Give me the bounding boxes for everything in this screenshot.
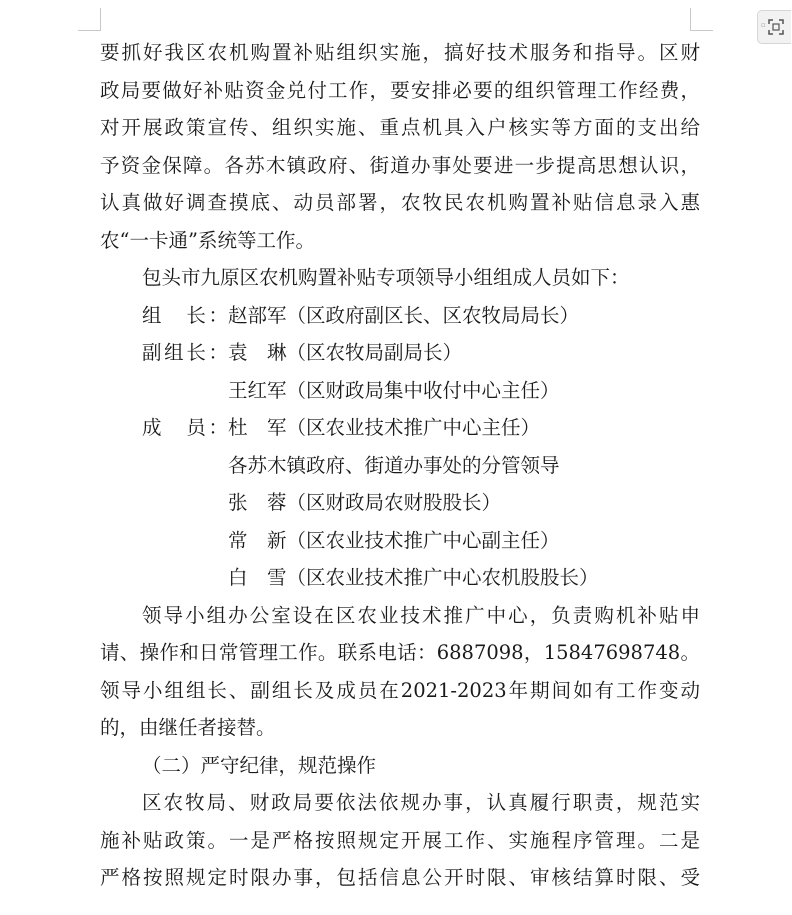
member-name: 袁 琳（区农牧局副局长）: [228, 341, 463, 364]
paragraph-line: 认真做好调查摸底、动员部署，农牧民农机购置补贴信息录入惠: [100, 191, 700, 214]
member-name: 常 新（区农业技术推广中心副主任）: [228, 528, 560, 552]
side-panel-mini-label: ▫: [761, 21, 766, 29]
paragraph-line: 要抓好我区农机购置补贴组织实施，搞好技术服务和指导。区财: [100, 41, 700, 64]
paragraph-line: 施补贴政策。一是严格按照规定开展工作、实施程序管理。二是: [100, 828, 700, 852]
paragraph-line: 请、操作和日常管理工作。联系电话：6887098，15847698748。: [100, 641, 700, 664]
member-name: 各苏木镇政府、街道办事处的分管领导: [228, 453, 560, 477]
paragraph-line: 对开展政策宣传、组织实施、重点机具入户核实等方面的支出给: [100, 116, 700, 139]
member-name: 杜 军（区农业技术推广中心主任）: [228, 416, 541, 439]
paragraph-line: 农“一卡通”系统等工作。: [100, 228, 315, 252]
deputy-row: [100, 334, 700, 372]
crop-mark-top-left: [78, 8, 101, 31]
leader-row: [100, 297, 700, 335]
member-name: 张 蓉（区财政局农财股股长）: [228, 491, 502, 514]
section-heading: （二）严守纪律，规范操作: [142, 753, 377, 777]
paragraph-line: 政局要做好补贴资金兑付工作，要安排必要的组织管理工作经费，: [100, 78, 700, 102]
paragraph-line: 区农牧局、财政局要依法依规办事，认真履行职责，规范实: [142, 791, 700, 814]
member-name: 王红军（区财政局集中收付中心主任）: [228, 378, 560, 402]
document-body: [100, 34, 700, 897]
role-label: 组 长：: [142, 303, 228, 327]
role-label: 副组长：: [142, 341, 228, 364]
group-intro: 包头市九原区农机购置补贴专项领导小组组成人员如下：: [142, 266, 630, 289]
paragraph-line: 的，由继任者接替。: [100, 716, 276, 739]
paragraph-line: 领导小组办公室设在区农业技术推广中心，负责购机补贴申: [142, 603, 700, 627]
paragraph-line: 严格按照规定时限办事，包括信息公开时限、审核结算时限、受: [100, 866, 700, 889]
member-name: 白 雪（区农业技术推广中心农机股股长）: [228, 566, 599, 589]
paragraph-line: 予资金保障。各苏木镇政府、街道办事处要进一步提高思想认识，: [100, 153, 700, 177]
members-row: [100, 409, 700, 447]
side-panel-toggle-button[interactable]: [757, 10, 791, 44]
expand-icon: [768, 19, 784, 35]
paragraph-line: 领导小组组长、副组长及成员在2021-2023年期间如有工作变动: [100, 678, 700, 702]
crop-mark-top-right: [690, 8, 713, 31]
member-name: 赵部军（区政府副区长、区农牧局局长）: [228, 303, 580, 327]
role-label: 成 员：: [142, 416, 228, 439]
